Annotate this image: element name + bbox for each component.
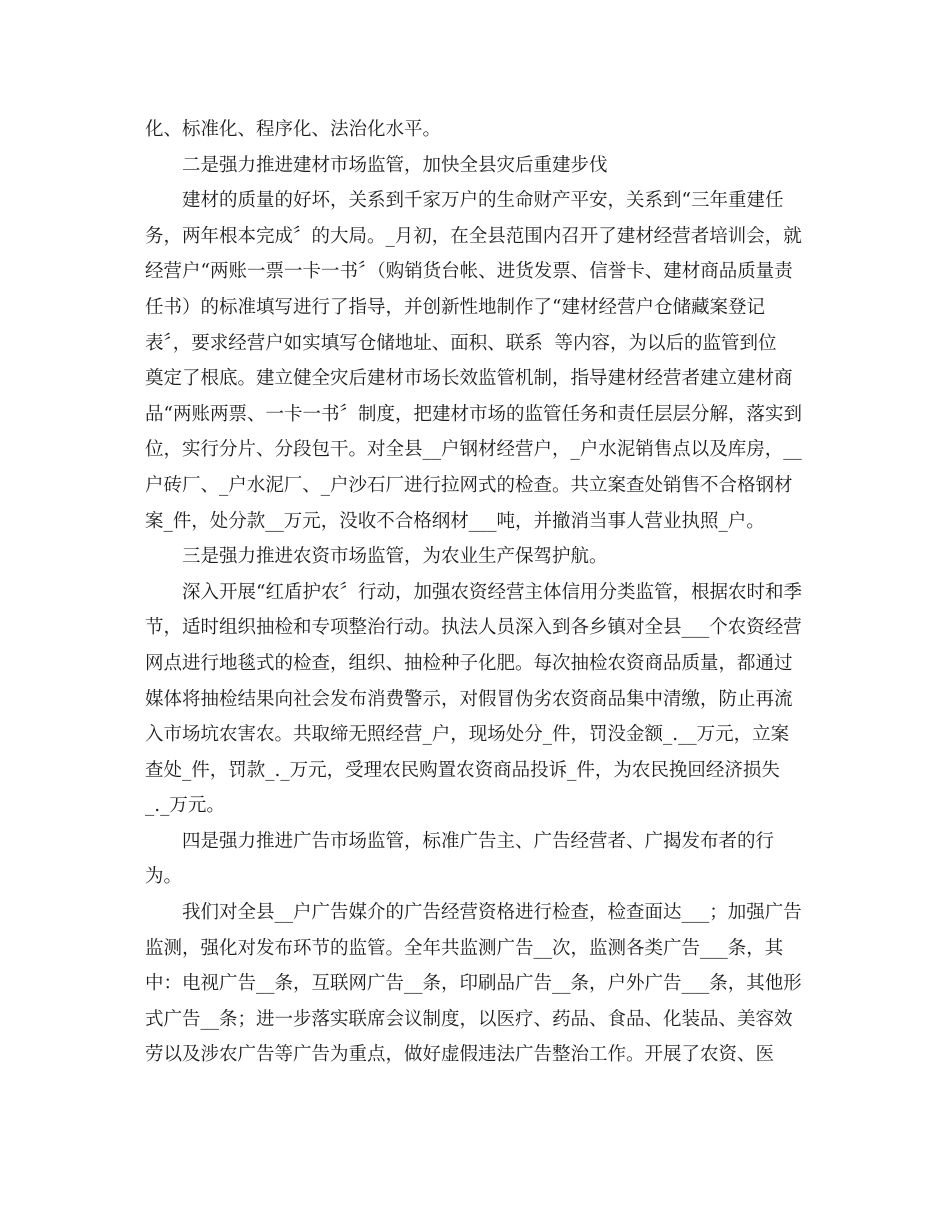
text-line: 我们对全县__户广告媒介的广告经营资格进行检查，检查面达___；加强广告 [182, 902, 802, 924]
text-line: 媒体将抽检结果向社会发布消费警示，对假冒伪劣农资商品集中清缴，防止再流 [145, 688, 793, 710]
text-line: 建材的质量的好坏，关系到千家万户的生命财产平安，关系到“三年重建任 [182, 190, 784, 212]
text-line: 深入开展“红盾护农〞行动，加强农资经营主体信用分类监管，根据农时和季 [182, 581, 802, 603]
text-line: 节，适时组织抽检和专项整治行动。执法人员深入到各乡镇对全县___个农资经营 [145, 617, 802, 639]
text-line: 任书）的标准填写进行了指导，并创新性地制作了“建材经营户仓储藏案登记 [145, 296, 765, 318]
text-line: 四是强力推进广告市场监管，标准广告主、广告经营者、广揭发布者的行 [182, 830, 775, 852]
text-line: _._万元。 [145, 795, 225, 817]
text-line: 户砖厂、_户水泥厂、_户沙石厂进行拉网式的检查。共立案查处销售不合格钢材 [145, 474, 793, 496]
text-line: 式广告__条；进一步落实联席会议制度，以医疗、药品、食品、化装品、美容效 [145, 1008, 793, 1030]
text-line: 化、标准化、程序化、法治化水平。 [145, 119, 442, 140]
text-line: 监测，强化对发布环节的监管。全年共监测广告__次，监测各类广告___条，其 [145, 937, 784, 959]
text-line: 品“两账两票、一卡一书〞制度，把建材市场的监管任务和责任层层分解，落实到 [145, 403, 802, 425]
text-line: 奠定了根底。建立健全灾后建材市场长效监管机制，指导建材经营者建立建材商 [145, 368, 793, 390]
text-line: 劳以及涉农广告等广告为重点，做好虚假违法广告整治工作。开展了农资、医 [145, 1044, 775, 1066]
text-line: 经营户“两账一票一卡一书〞（购销货台帐、进货发票、信誉卡、建材商品质量责 [145, 261, 793, 283]
text-line: 二是强力推进建材市场监管，加快全县灾后重建步伐 [182, 154, 608, 176]
text-line: 为。 [145, 866, 183, 888]
text-line: 三是强力推进农资市场监管，为农业生产保驾护航。 [182, 546, 608, 568]
body-text [145, 112, 815, 1073]
text-line: 位，实行分片、分段包干。对全县__户钢材经营户，_户水泥销售点以及库房，__ [145, 439, 802, 461]
text-line: 网点进行地毯式的检查，组织、抽检种子化肥。每次抽检农资商品质量，都通过 [145, 652, 793, 674]
text-line: 务，两年根本完成〞的大局。_月初，在全县范围内召开了建材经营者培训会，就 [145, 225, 802, 247]
text-line: 表〞，要求经营户如实填写仓储地址、面积、联系 等内容，为以后的监管到位 [145, 332, 777, 354]
text-line: 查处_件，罚款_._万元，受理农民购置农资商品投诉_件，为农民挽回经济损失 [145, 759, 780, 781]
text-line: 案_件，处分款__万元，没收不合格纲材___吨，并撤消当事人营业执照_户。 [145, 510, 765, 532]
text-line: 入市场坑农害农。共取缔无照经营_户，现场处分_件，罚没金额_.__万元，立案 [145, 724, 790, 746]
text-line: 中：电视广告__条，互联网广告__条，印刷品广告__条，户外广告___条，其他形 [145, 973, 802, 995]
